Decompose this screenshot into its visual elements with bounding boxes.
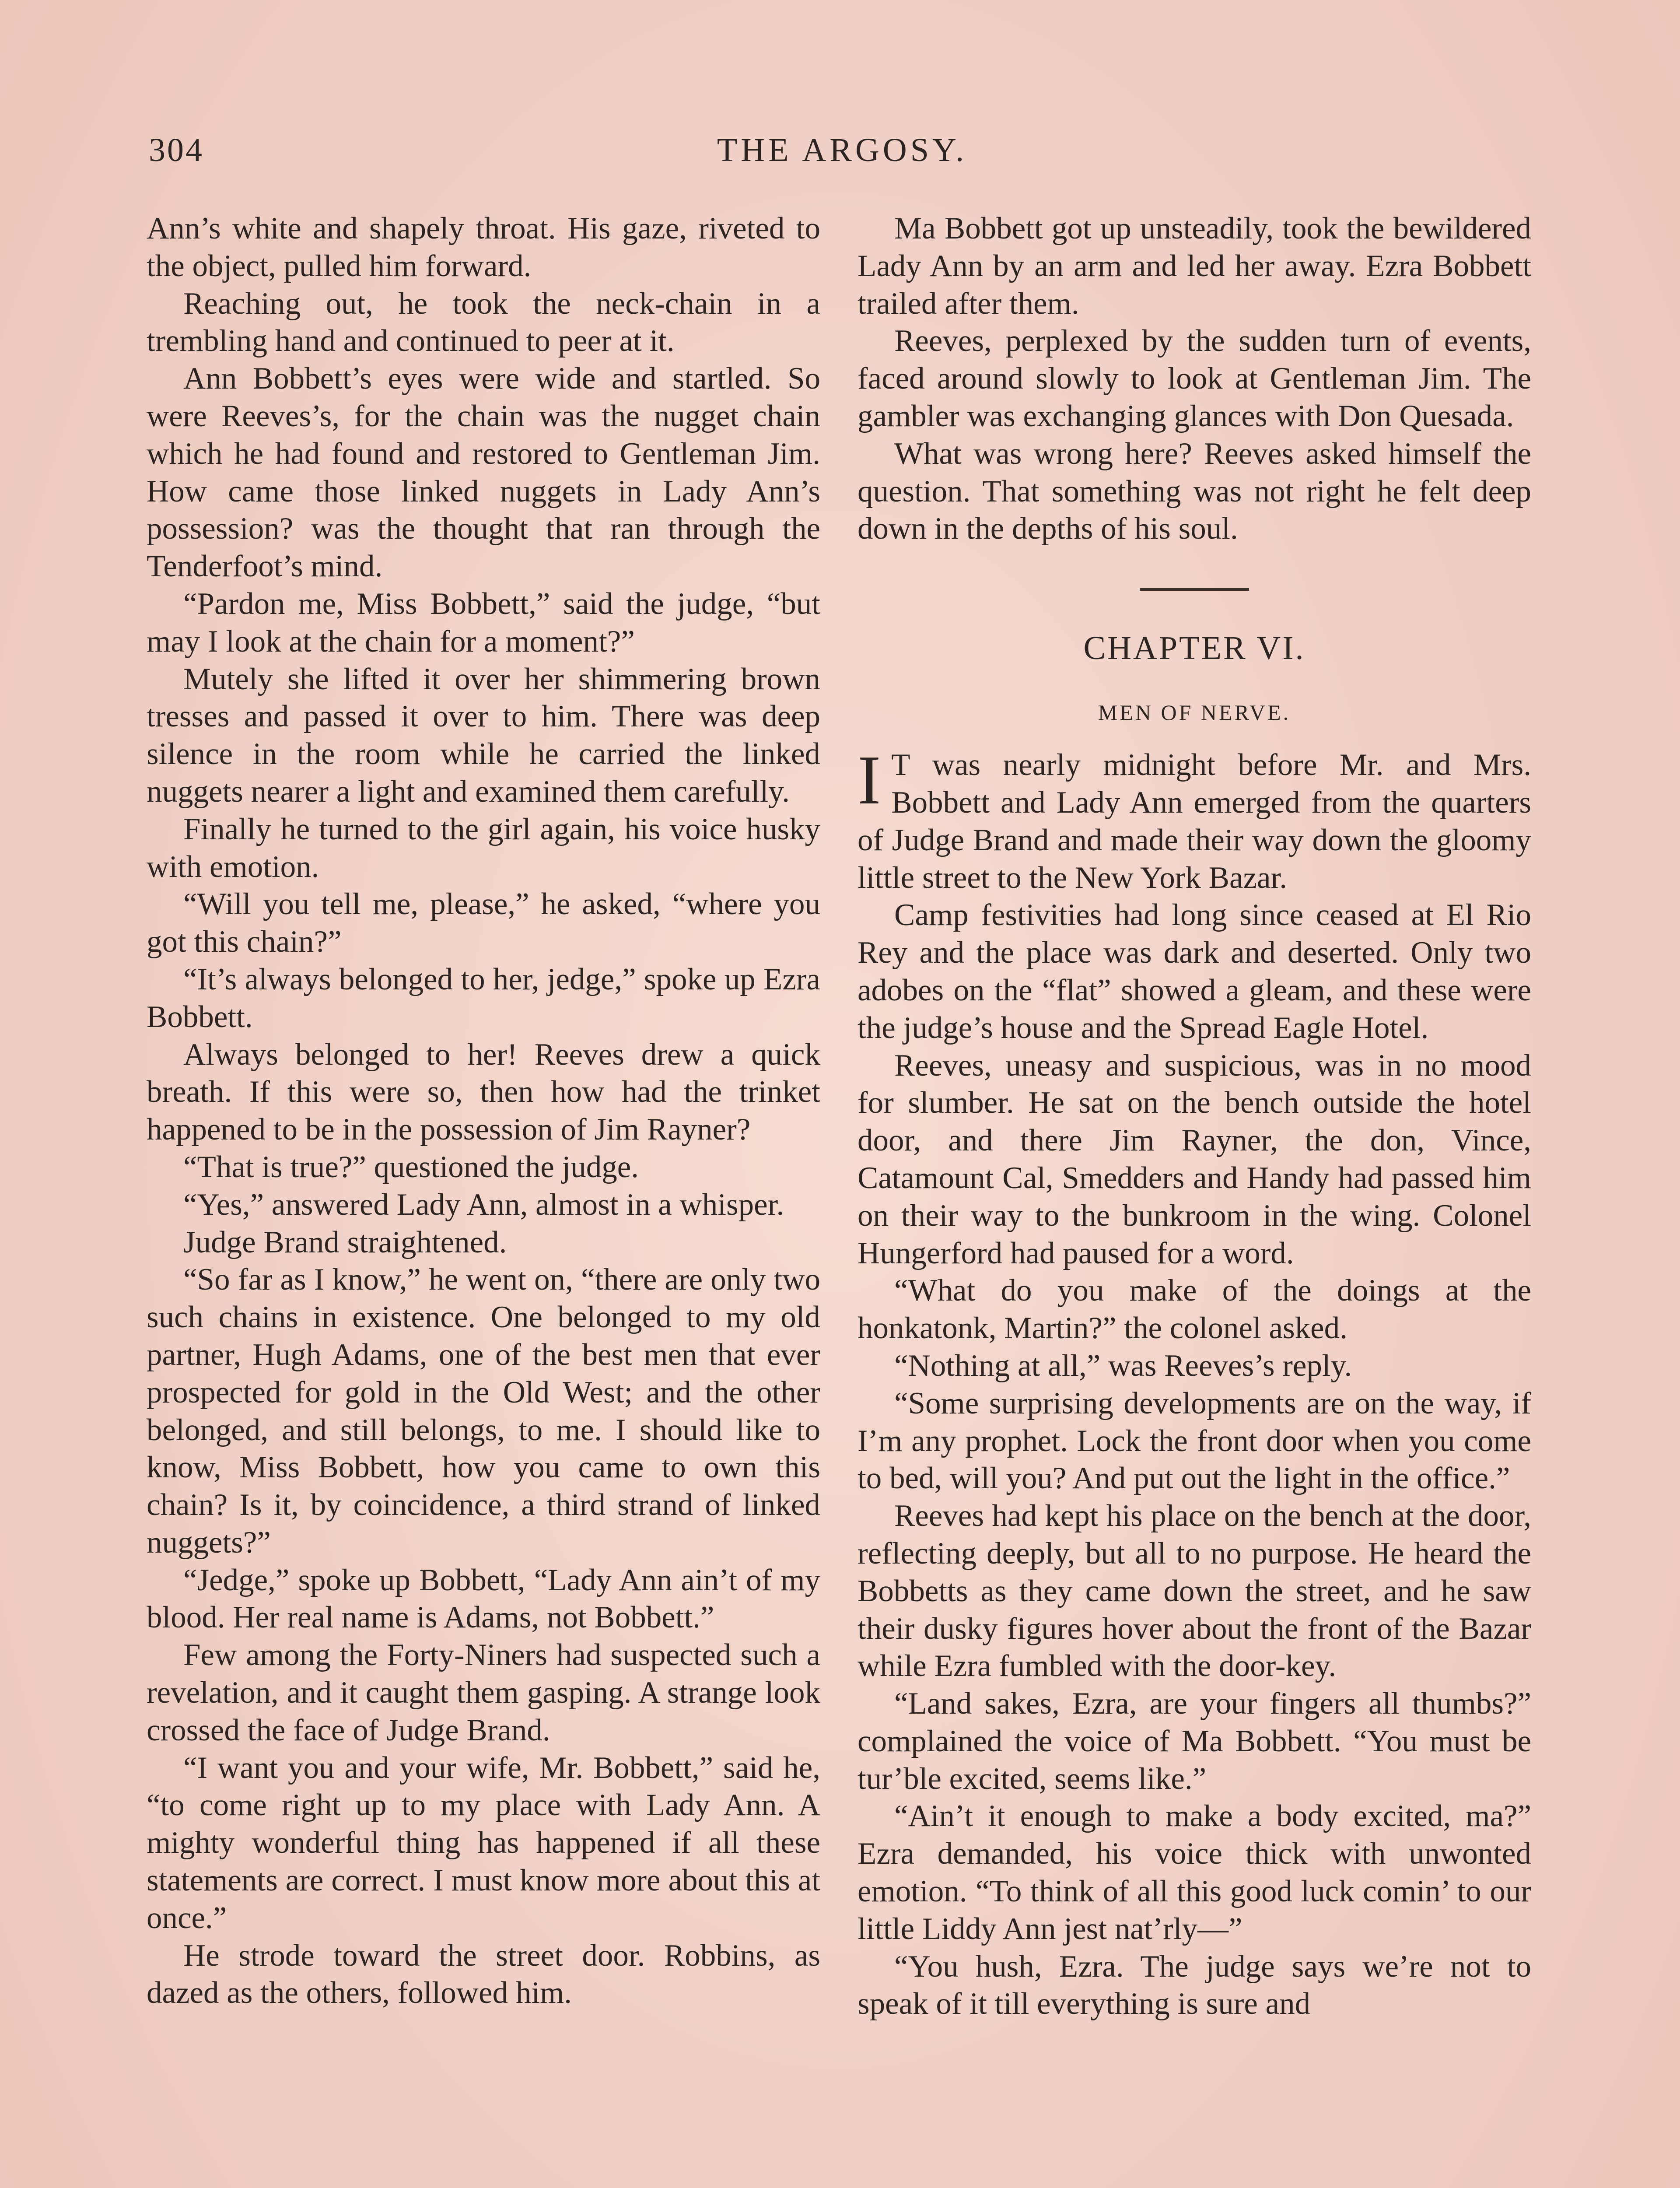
paragraph: Always belonged to her! Reeves drew a quick breath. If this were so, then how had the trinket happened to be in the possession of Jim Rayner? [147,1037,820,1147]
paragraph: Camp festivities had long since ceased at El Rio Rey and the place was dark and deserted. Only two adobes on the “flat” showed a gleam, and these were the judge’s house and the Spread Eagle Hotel. [858,898,1531,1045]
paragraph: “Yes,” answered Lady Ann, almost in a whisper. [183,1187,784,1222]
paragraph: What was wrong here? Reeves asked himself the question. That something was not right he felt deep down in the depths of his soul. [858,436,1531,546]
right-column-text-after-chapter [858,897,1531,2023]
paragraph: Ann’s white and shapely throat. His gaze, riveted to the object, pulled him forward. [147,211,820,283]
paragraph: Reeves had kept his place on the bench at the door, reflecting deeply, but all to no purpose. He heard the Bobbetts as they came down the street, and he saw their dusky figures hover about the front of the Bazar while Ezra fumbled with the door-key. [858,1499,1531,1683]
paragraph: “That is true?” questioned the judge. [183,1150,639,1184]
paragraph: “Pardon me, Miss Bobbett,” said the judge, “but may I look at the chain for a moment?” [147,586,820,659]
chapter-title: CHAPTER VI. [1083,630,1306,667]
running-head [149,131,1536,179]
paragraph: Finally he turned to the girl again, his voice husky with emotion. [147,812,820,884]
right-column-text-before-chapter [858,210,1531,548]
paragraph: “Ain’t it enough to make a body excited, ma?” Ezra demanded, his voice thick with unwonted emotion. “To think of all this good luck comin’ to our little Liddy Ann jest nat’rly—” [858,1799,1531,1946]
page-number: 304 [149,132,204,168]
paragraph: “What do you make of the doings at the honkatonk, Martin?” the colonel asked. [858,1273,1531,1346]
left-column [147,210,820,2012]
opening-text: T was nearly midnight before Mr. and Mrs. Bobbett and Lady Ann emerged from the quarters of Judge Brand and made their way down the gloomy little street to the New York Bazar. [858,748,1531,895]
chapter-opening-paragraph [858,741,1531,897]
paragraph: “So far as I know,” he went on, “there are only two such chains in existence. One belonged to my old partner, Hugh Adams, one of the best men that ever prospected for gold in the Old West; and the other belonged, and still belongs, to me. I should like to know, Miss Bobbett, how you came to own this chain? Is it, by coincidence, a third strand of linked nuggets?” [147,1262,820,1560]
paragraph: “Jedge,” spoke up Bobbett, “Lady Ann ain’t of my blood. Her real name is Adams, not Bobbett.” [147,1563,820,1635]
paragraph: Mutely she lifted it over her shimmering brown tresses and passed it over to him. There was deep silence in the room while he carried the linked nuggets nearer a light and examined them carefully. [147,662,820,809]
paragraph: Reaching out, he took the neck-chain in a trembling hand and continued to peer at it. [147,286,820,358]
paragraph: “You hush, Ezra. The judge says we’re not to speak of it till everything is sure and [858,1949,1531,2021]
paragraph: “It’s always belonged to her, jedge,” spoke up Ezra Bobbett. [147,962,820,1034]
paragraph: He strode toward the street door. Robbins, as dazed as the others, followed him. [147,1938,820,2010]
paragraph: Reeves, uneasy and suspicious, was in no mood for slumber. He sat on the bench outside the hotel door, and there Jim Rayner, the don, Vince, Catamount Cal, Smedders and Handy had passed him on their way to the bunkroom in the wing. Colonel Hungerford had paused for a word. [858,1048,1531,1270]
paragraph: Few among the Forty-Niners had suspected such a revelation, and it caught them gasping. A strange look crossed the face of Judge Brand. [147,1638,820,1747]
chapter-subtitle: MEN OF NERVE. [1098,700,1291,725]
paragraph: Judge Brand straightened. [183,1225,507,1259]
paragraph: “Nothing at all,” was Reeves’s reply. [894,1348,1352,1383]
paragraph: “Some surprising developments are on the way, if I’m any prophet. Lock the front door when you come to bed, will you? And put out the light in the office.” [858,1386,1531,1496]
paragraph: “Will you tell me, please,” he asked, “where you got this chain?” [147,887,820,959]
magazine-title: THE ARGOSY. [717,132,968,168]
paragraph: “I want you and your wife, Mr. Bobbett,” said he, “to come right up to my place with Lady Ann. A mighty wonderful thing has happened if all these statements are correct. I must know more about this at once.” [147,1750,820,1935]
section-divider [1140,588,1249,591]
paragraph: Ann Bobbett’s eyes were wide and startled. So were Reeves’s, for the chain was the nugget chain which he had found and restored to Gentleman Jim. How came those linked nuggets in Lady Ann’s possession? was the thought that ran through the Tenderfoot’s mind. [147,361,820,584]
paragraph: Reeves, perplexed by the sudden turn of events, faced around slowly to look at Gentleman Jim. The gambler was exchanging glances with Don Quesada. [858,324,1531,433]
paragraph: “Land sakes, Ezra, are your fingers all thumbs?” complained the voice of Ma Bobbett. “You must be tur’ble excited, seems like.” [858,1687,1531,1796]
paragraph: Ma Bobbett got up unsteadily, took the bewildered Lady Ann by an arm and led her away. Ezra Bobbett trailed after them. [858,211,1531,321]
right-column [858,210,1531,2023]
drop-cap: I [858,741,881,819]
